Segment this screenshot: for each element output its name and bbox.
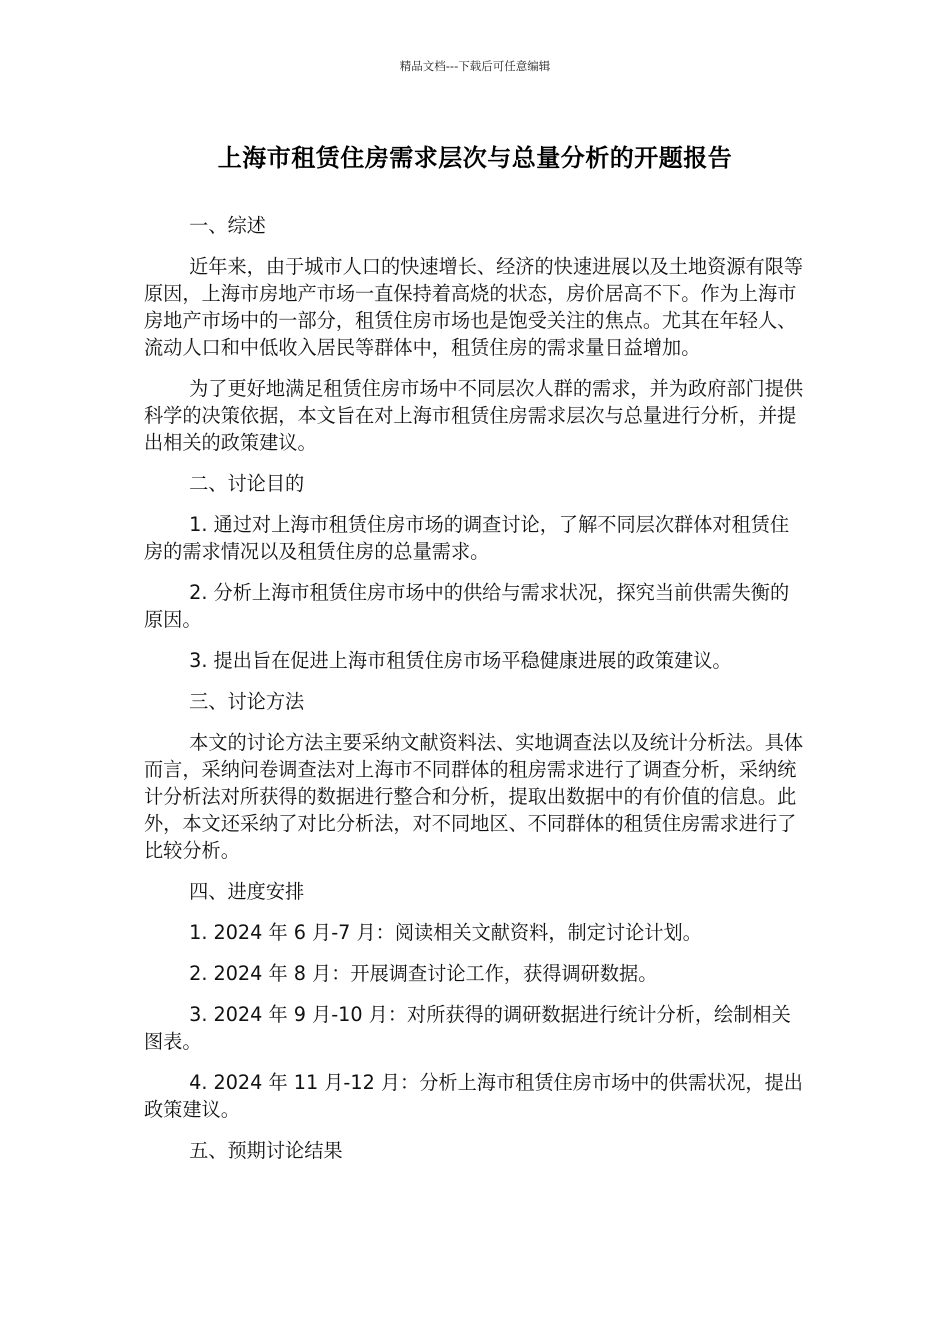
section-heading-expected-results: 五、预期讨论结果 xyxy=(189,1139,343,1162)
section-heading-schedule: 四、进度安排 xyxy=(189,880,305,903)
objective-item-3: 3. 提出旨在促进上海市租赁住房市场平稳健康进展的政策建议。 xyxy=(189,649,732,672)
objective-item-2: 2. 分析上海市租赁住房市场中的供给与需求状况，探究当前供需失衡的原因。 xyxy=(144,581,790,631)
section-heading-methods: 三、讨论方法 xyxy=(189,690,305,713)
page-header-note: 精品文档---下载后可任意编辑 xyxy=(399,59,551,73)
document-title: 上海市租赁住房需求层次与总量分析的开题报告 xyxy=(217,144,733,172)
methods-paragraph: 本文的讨论方法主要采纳文献资料法、实地调查法以及统计分析法。具体而言，采纳问卷调查法对上海市不同群体的租房需求进行了调查分析，采纳统计分析法对所获得的数据进行整合和分析，提取出数据中的有价值的信息。此外，本文还采纳了对比分析法，对不同地区、不同群体的租赁住房需求进行了比较分析。 xyxy=(144,731,804,862)
schedule-item-1: 1. 2024 年 6 月-7 月：阅读相关文献资料，制定讨论计划。 xyxy=(189,921,702,944)
schedule-item-2: 2. 2024 年 8 月：开展调查讨论工作，获得调研数据。 xyxy=(189,962,658,985)
overview-paragraph-2: 为了更好地满足租赁住房市场中不同层次人群的需求，并为政府部门提供科学的决策依据，本文旨在对上海市租赁住房需求层次与总量进行分析，并提出相关的政策建议。 xyxy=(144,377,804,454)
objective-item-1: 1. 通过对上海市租赁住房市场的调查讨论，了解不同层次群体对租赁住房的需求情况以及租赁住房的总量需求。 xyxy=(144,513,790,563)
document-body xyxy=(144,212,804,1178)
schedule-item-3: 3. 2024 年 9 月-10 月：对所获得的调研数据进行统计分析，绘制相关图表。 xyxy=(144,1003,791,1053)
section-heading-objectives: 二、讨论目的 xyxy=(189,472,305,495)
section-heading-overview: 一、综述 xyxy=(189,214,266,237)
schedule-item-4: 4. 2024 年 11 月-12 月：分析上海市租赁住房市场中的供需状况，提出政策建议。 xyxy=(144,1071,803,1121)
overview-paragraph-1: 近年来，由于城市人口的快速增长、经济的快速进展以及土地资源有限等原因，上海市房地产市场一直保持着高烧的状态，房价居高不下。作为上海市房地产市场中的一部分，租赁住房市场也是饱受关注的焦点。尤其在年轻人、流动人口和中低收入居民等群体中，租赁住房的需求量日益增加。 xyxy=(144,255,804,359)
